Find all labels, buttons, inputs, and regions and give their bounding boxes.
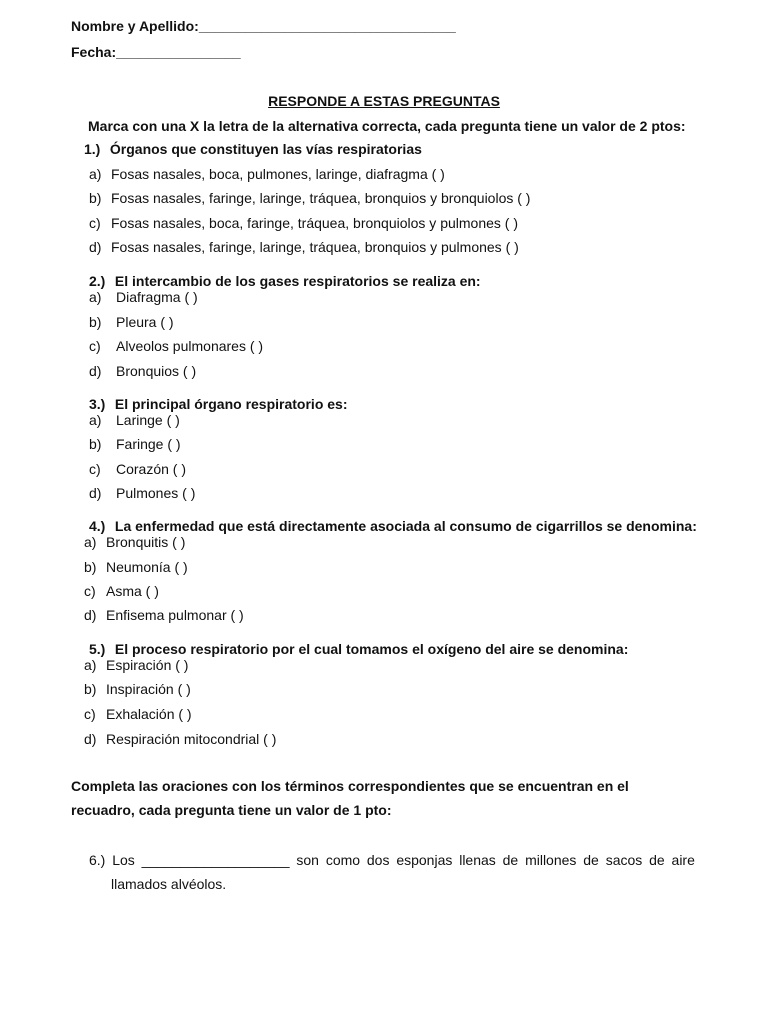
option-4b	[84, 558, 188, 576]
option-text: Fosas nasales, boca, faringe, tráquea, bronquiolos y pulmones ( )	[111, 215, 519, 231]
q6-word: de	[502, 852, 519, 868]
question-number: 3.)	[89, 396, 106, 412]
question-number: 4.)	[89, 518, 106, 534]
q6-word: llenas	[459, 852, 496, 868]
option-2a	[89, 288, 198, 306]
option-3d	[89, 484, 195, 502]
option-1a	[89, 165, 445, 183]
option-letter: a)	[89, 412, 102, 428]
option-text: Pleura ( )	[116, 314, 174, 330]
question-6	[89, 848, 695, 896]
option-letter: c)	[89, 215, 101, 231]
question-text: El proceso respiratorio por el cual tomamos el oxígeno del aire se denomina:	[114, 641, 629, 657]
option-2c	[89, 337, 263, 355]
option-4c	[84, 582, 159, 600]
option-text: Fosas nasales, faringe, laringe, tráquea, bronquios y pulmones ( )	[111, 239, 519, 255]
option-text: Inspiración ( )	[106, 681, 191, 697]
name-label: Nombre y Apellido:	[71, 18, 199, 34]
option-letter: d)	[89, 363, 102, 379]
option-1b	[89, 189, 530, 207]
option-text: Faringe ( )	[116, 436, 181, 452]
q6-word: son	[296, 852, 319, 868]
q6-word: sacos	[605, 852, 643, 868]
option-letter: b)	[89, 190, 102, 206]
option-4a	[84, 533, 185, 551]
option-text: Respiración mitocondrial ( )	[106, 731, 277, 747]
date-line	[71, 43, 241, 61]
date-blank: ________________	[116, 44, 241, 60]
option-letter: a)	[84, 657, 97, 673]
question-1	[84, 140, 422, 158]
q6-word: aire	[671, 852, 695, 868]
mc-instructions: Marca con una X la letra de la alternativa correcta, cada pregunta tiene un valor de 2 ptos:	[88, 118, 686, 134]
name-line	[71, 17, 456, 35]
question-number: 2.)	[89, 273, 106, 289]
q6-word: millones	[525, 852, 577, 868]
option-letter: b)	[89, 314, 102, 330]
option-1c	[89, 214, 518, 232]
option-letter: b)	[89, 436, 102, 452]
option-text: Fosas nasales, faringe, laringe, tráquea, bronquios y bronquiolos ( )	[111, 190, 531, 206]
option-letter: c)	[84, 583, 96, 599]
option-letter: b)	[84, 559, 97, 575]
option-2d	[89, 362, 196, 380]
option-letter: c)	[89, 338, 101, 354]
option-5c	[84, 705, 192, 723]
option-3a	[89, 411, 180, 429]
option-3b	[89, 435, 181, 453]
option-text: Bronquitis ( )	[106, 534, 186, 550]
option-letter: b)	[84, 681, 97, 697]
option-text: Pulmones ( )	[116, 485, 196, 501]
option-5b	[84, 680, 191, 698]
option-letter: c)	[84, 706, 96, 722]
option-letter: a)	[84, 534, 97, 550]
option-4d	[84, 606, 244, 624]
question-number: 6.)	[89, 852, 106, 868]
option-letter: a)	[89, 166, 102, 182]
question-6-line-1	[89, 848, 695, 872]
option-2b	[89, 313, 174, 331]
option-5a	[84, 656, 188, 674]
page-title: RESPONDE A ESTAS PREGUNTAS	[268, 93, 500, 109]
option-text: Corazón ( )	[116, 461, 187, 477]
option-text: Fosas nasales, boca, pulmones, laringe, diafragma ( )	[111, 166, 445, 182]
question-number: 5.)	[89, 641, 106, 657]
name-blank: _________________________________	[198, 18, 456, 34]
question-text: Órganos que constituyen las vías respiratorias	[109, 141, 422, 157]
option-letter: d)	[89, 485, 102, 501]
question-6-line-2: llamados alvéolos.	[111, 876, 227, 892]
option-1d	[89, 238, 519, 256]
q6-word: de	[649, 852, 665, 868]
option-letter: d)	[89, 239, 102, 255]
option-3c	[89, 460, 186, 478]
option-text: Alveolos pulmonares ( )	[116, 338, 264, 354]
question-number: 1.)	[84, 141, 101, 157]
option-text: Neumonía ( )	[106, 559, 188, 575]
option-text: Exhalación ( )	[106, 706, 192, 722]
question-text: La enfermedad que está directamente asociada al consumo de cigarrillos se denomina:	[114, 518, 697, 534]
q6-word: dos	[366, 852, 390, 868]
option-letter: d)	[84, 731, 97, 747]
option-letter: a)	[89, 289, 102, 305]
option-letter: c)	[89, 461, 101, 477]
option-text: Asma ( )	[106, 583, 159, 599]
option-text: Diafragma ( )	[116, 289, 198, 305]
q6-blank: ___________________	[141, 852, 290, 868]
date-label: Fecha:	[71, 44, 117, 60]
q6-word: de	[583, 852, 599, 868]
question-text: El intercambio de los gases respiratorios se realiza en:	[114, 273, 481, 289]
option-text: Laringe ( )	[116, 412, 180, 428]
q6-word: como	[325, 852, 361, 868]
option-text: Bronquios ( )	[116, 363, 197, 379]
option-text: Enfisema pulmonar ( )	[106, 607, 244, 623]
q6-word: Los	[112, 852, 135, 868]
fill-instructions: Completa las oraciones con los términos correspondientes que se encuentran en el recuadro, cada pregunta tiene un valor de 1 pto:	[71, 778, 629, 818]
question-text: El principal órgano respiratorio es:	[114, 396, 348, 412]
option-letter: d)	[84, 607, 97, 623]
option-text: Espiración ( )	[106, 657, 189, 673]
option-5d	[84, 730, 276, 748]
q6-word: esponjas	[396, 852, 453, 868]
